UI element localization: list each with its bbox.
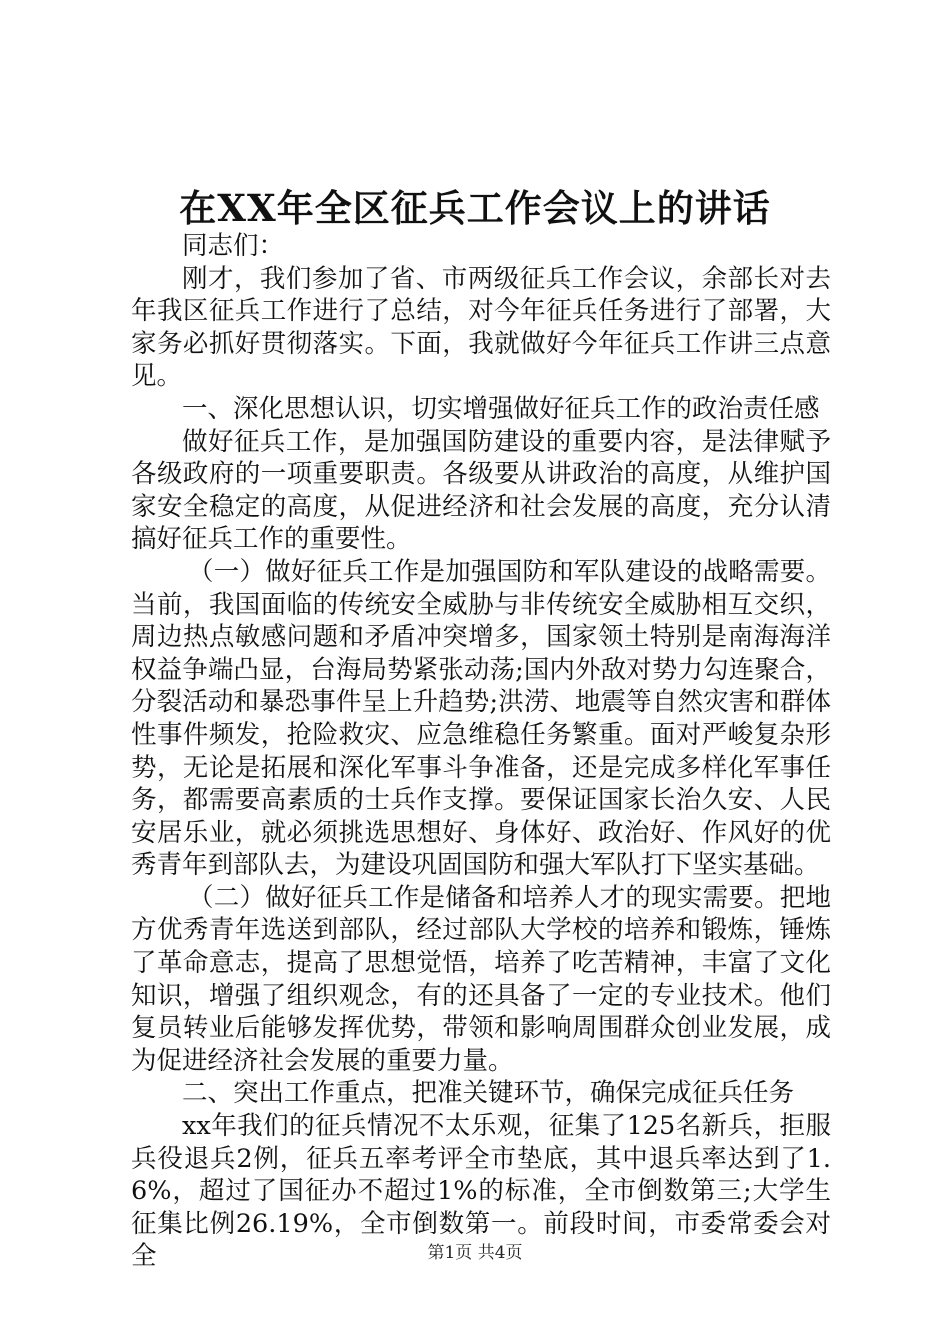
section-heading-2: 二、突出工作重点，把准关键环节，确保完成征兵任务 — [182, 1078, 795, 1109]
subsection-paragraph-1: （一）做好征兵工作是加强国防和军队建设的战略需要。当前，我国面临的传统安全威胁与非传统安全威胁相互交织，周边热点敏感问题和矛盾冲突增多，国家领土特别是南海海洋权益争端凸显，台海局势紧张动荡;国内外敌对势力勾连聚合，分裂活动和暴恐事件呈上升趋势;洪涝、地震等自然灾害和群体性事件频发，抢险救灾、应急维稳任务繁重。面对严峻复杂形势，无论是拓展和深化军事斗争准备，还是完成多样化军事任务，都需要高素质的士兵作支撑。要保证国家长治久安、人民安居乐业，就必须挑选思想好、身体好、政治好、作风好的优秀青年到部队去，为建设巩固国防和强大军队打下坚实基础。 — [131, 556, 831, 881]
intro-paragraph: 刚才，我们参加了省、市两级征兵工作会议，余部长对去年我区征兵工作进行了总结，对今年征兵任务进行了部署，大家务必抓好贯彻落实。下面，我就做好今年征兵工作讲三点意见。 — [131, 263, 831, 392]
body-paragraph: 做好征兵工作，是加强国防建设的重要内容，是法律赋予各级政府的一项重要职责。各级要从讲政治的高度，从维护国家安全稳定的高度，从促进经济和社会发展的高度，充分认清搞好征兵工作的重要性。 — [131, 426, 831, 555]
subsection-paragraph-2: （二）做好征兵工作是储备和培养人才的现实需要。把地方优秀青年选送到部队，经过部队大学校的培养和锻炼，锤炼了革命意志，提高了思想觉悟，培养了吃苦精神，丰富了文化知识，增强了组织观念，有的还具备了一定的专业技术。他们复员转业后能够发挥优势，带领和影响周围群众创业发展，成为促进经济社会发展的重要力量。 — [131, 882, 831, 1076]
page-number-footer: 第1页 共4页 — [427, 1243, 523, 1263]
document-body — [131, 230, 831, 1273]
section-heading-1: 一、深化思想认识，切实增强做好征兵工作的政治责任感 — [182, 393, 820, 424]
salutation-paragraph: 同志们： — [182, 231, 285, 261]
body-paragraph: xx年我们的征兵情况不太乐观，征集了125名新兵，拒服兵役退兵2例，征兵五率考评全市垫底，其中退兵率达到了1.6%，超过了国征办不超过1%的标准，全市倒数第三;大学生征集比例26.19%，全市倒数第一。前段时间，市委常委会对全 — [131, 1111, 831, 1272]
document-title: 在XX年全区征兵工作会议上的讲话 — [179, 186, 771, 230]
